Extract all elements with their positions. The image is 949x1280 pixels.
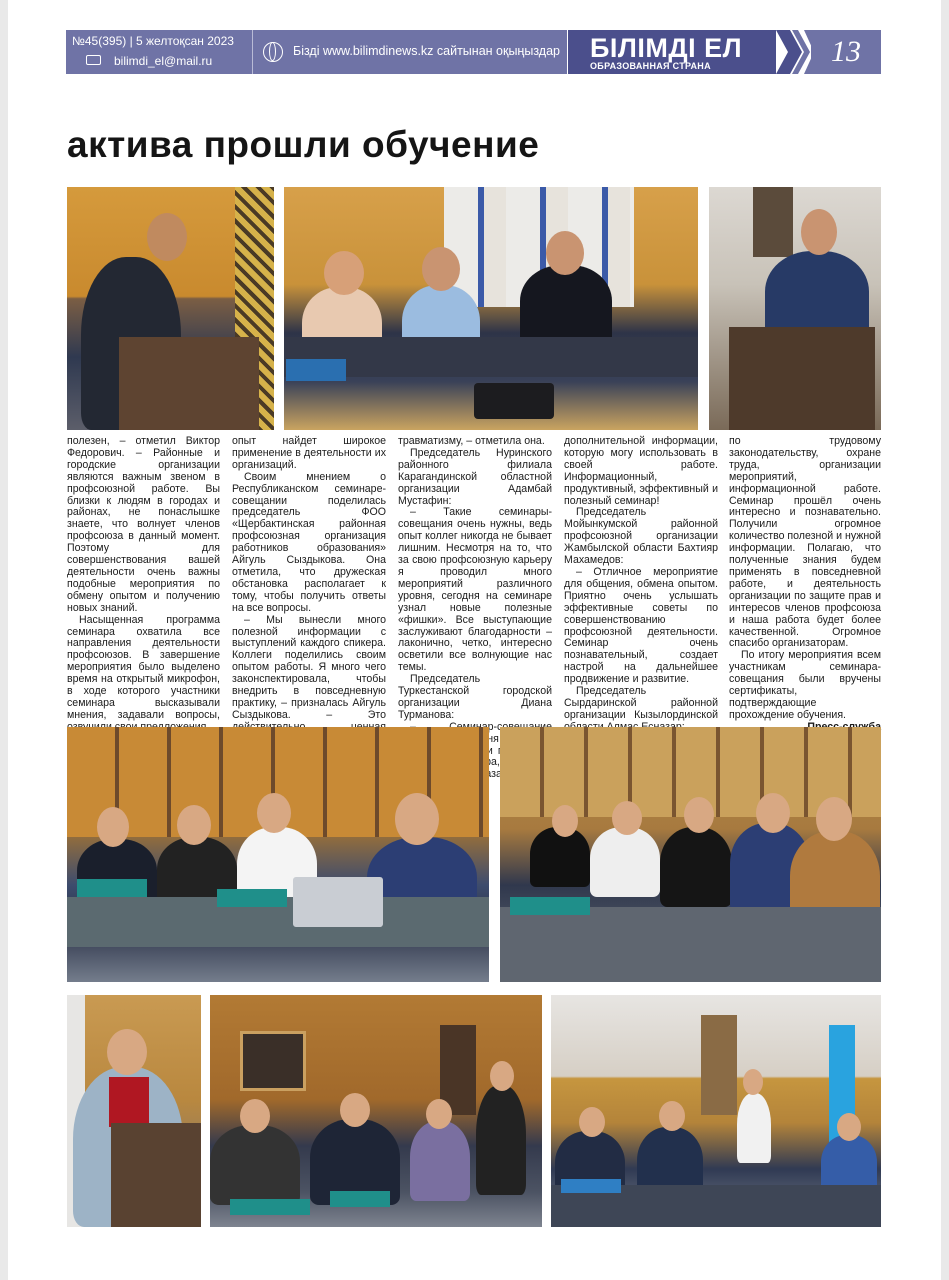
speaker-head — [147, 213, 187, 261]
header-issue-block — [66, 30, 252, 74]
text-column-1 — [67, 435, 220, 721]
paragraph: По итогу мероприятия всем участникам семинара-совещания были вручены сертификаты, подтверждающие прохождение обучения. — [729, 649, 881, 721]
paragraph: – Отличное мероприятие для общения, обмена опытом. Приятно очень услышать эффективные советы по совершенствованию профсоюзной деятельности. Семинар очень познавательный, создает настрой на дальнейшее продвижение и развитие. — [564, 565, 718, 686]
folder — [510, 897, 590, 915]
participant — [660, 827, 732, 907]
issue-info: №45(395) | 5 желтоқсан 2023 — [72, 34, 234, 48]
participants-at-table-photo — [67, 727, 489, 982]
participant-head — [340, 1093, 370, 1127]
participant — [410, 1121, 470, 1201]
article-headline: актива прошли обучение — [67, 124, 540, 165]
paragraph: Председатель Сырдаринской районной организации Кызылординской — [564, 685, 718, 721]
paragraph: Председатель Нуринского районного филиала Карагандинской областной организации Адамбай Мустафин: — [398, 446, 552, 507]
table — [284, 337, 698, 377]
newspaper-header — [66, 30, 881, 74]
woman-right-head — [546, 231, 584, 275]
folder — [330, 1191, 390, 1207]
folder — [286, 359, 346, 381]
participant-head — [257, 793, 291, 833]
paragraph: по трудовому законодательству, охране труда, организации мероприятий, информационной работе. Семинар прошёл очень интересно и познавательно. Получили огромное количество полезной и нужной информации. Полагаю, что полученные знания будем применять в повседневной работе, и деятельность организации по защите прав и интересов членов профсоюза и наша работа будет более качественной. Огромное спасибо организаторам. — [729, 435, 881, 650]
man-at-podium-photo — [709, 187, 881, 430]
podium — [119, 337, 259, 430]
participant-head — [490, 1061, 514, 1091]
participant-head — [659, 1101, 685, 1131]
participant-head — [816, 797, 852, 841]
participant-head — [579, 1107, 605, 1137]
header-site-block[interactable] — [252, 30, 567, 74]
participant-head — [756, 793, 790, 833]
standing-woman — [476, 1085, 526, 1195]
site-text: Бізді www.bilimdinews.kz сайтынан оқыңыздар — [293, 44, 560, 58]
paragraph: – Мы вынесли много полезной информации с выступлений каждого спикера. Коллеги поделились своим опытом работы. Я много чего законспектировала, чтобы внедрить в повседневную практику, – призналась Айгуль Сыздыкова. – Это — [232, 613, 386, 721]
page-number: 13 — [811, 30, 881, 74]
red-blouse — [109, 1077, 149, 1127]
woman-left-head — [324, 251, 364, 295]
participant-head — [552, 805, 578, 837]
participant-head — [837, 1113, 861, 1141]
text-column-5 — [729, 435, 881, 721]
page-edge-right — [941, 0, 949, 1280]
standing-woman — [737, 1093, 771, 1163]
woman-head — [107, 1029, 147, 1075]
folder — [230, 1199, 310, 1215]
paragraph: полезен, – отметил Виктор Федорович. – Районные и городские организации являются важным звеном в профсоюзной работе. Вы близки к людям в городах и районах, не понаслышке знаете, что волнует членов профсоюза в данный момент. Поэтому для совершенствования вашей деятельности очень важны подобные мероприятия по обмену опытом и получению новых знаний. — [67, 435, 220, 614]
participant-head — [612, 801, 642, 835]
participant-head — [240, 1099, 270, 1133]
panel-of-three-women-photo — [284, 187, 698, 430]
paragraph: Председатель Туркестанской городской организации Диана Турманова: — [398, 673, 552, 721]
participant — [590, 827, 660, 897]
text-column-2 — [232, 435, 386, 721]
folder — [77, 879, 147, 897]
paragraph: Насыщенная программа семинара охватила все направления деятельности профсоюзов. В завершение мероприятия было выделено время на открытый микрофон, в ходе которого участники семинара высказывали мнения, задавали вопросы, — [67, 613, 220, 721]
paragraph: травматизму, – отметила она. — [398, 435, 545, 447]
brand-subtitle: ОБРАЗОВАННАЯ СТРАНА — [590, 61, 711, 71]
seminar-audience-photo — [210, 995, 542, 1227]
text-column-4 — [564, 435, 718, 721]
brand-logo — [568, 30, 798, 74]
wall-cabinet — [701, 1015, 737, 1115]
wall-painting — [240, 1031, 306, 1091]
table — [500, 907, 881, 982]
participant — [210, 1125, 300, 1205]
man-head — [801, 209, 837, 255]
brand-title: БІЛІМДІ ЕЛ — [590, 33, 743, 63]
speaking-woman-head — [395, 793, 439, 845]
podium — [729, 327, 875, 430]
participant-head — [177, 805, 211, 845]
participant-head — [743, 1069, 763, 1095]
paragraph: Своим мнением о Республиканском семинаре-совещании поделилась председатель ФОО «Щербактинская районная профсоюзная организация работников образования» Айгуль Сыздыкова. Она отметила, что дружеская обстановка располагает к тому, чтобы получить ответы на все вопросы. — [232, 470, 386, 614]
speaker-at-podium-photo — [67, 187, 274, 430]
email-text: bilimdi_el@mail.ru — [114, 54, 213, 68]
projector — [474, 383, 554, 419]
paragraph: Председатель Мойынкумской районной профсоюзной организации Жамбылской области Бахтияр Махамедов: — [564, 506, 718, 567]
paragraph: сказать, — [475, 768, 516, 781]
wall-picture — [753, 187, 793, 257]
woman-speaker-photo — [67, 995, 201, 1227]
mail-icon — [86, 55, 101, 65]
page-edge-left — [0, 0, 8, 1280]
podium — [111, 1123, 201, 1227]
women-at-conference-table-photo — [500, 727, 881, 982]
paragraph: – Такие семинары-совещания очень нужны, ведь опыт коллег никогда не бывает лишним. Несмотря на то, что за свою профсоюзную карьеру я проводил много мероприятий различного уровня, сегодня на семинаре узнал новые полезные «фишки». Все выступающие заслуживают благодарности – лаконично, четко, интересно осветили все волнующие нас темы. — [398, 506, 552, 674]
paragraph: дополнительной информации, которую могу использовать в своей работе. Информационный, продуктивный, эффективный и полезный семинар! — [564, 435, 718, 507]
laptop — [293, 877, 383, 927]
participant-head — [97, 807, 129, 847]
participant-head — [426, 1099, 452, 1129]
woman-right — [520, 265, 612, 345]
text-column-3 — [398, 435, 552, 781]
folder — [561, 1179, 621, 1193]
conference-hall-photo — [551, 995, 881, 1227]
folder — [217, 889, 287, 907]
paragraph: опыт найдет широкое применение в деятельности их организаций. — [232, 435, 386, 471]
chevron-icon — [776, 30, 816, 74]
globe-icon — [263, 42, 283, 62]
woman-middle-head — [422, 247, 460, 291]
participant-head — [684, 797, 714, 833]
